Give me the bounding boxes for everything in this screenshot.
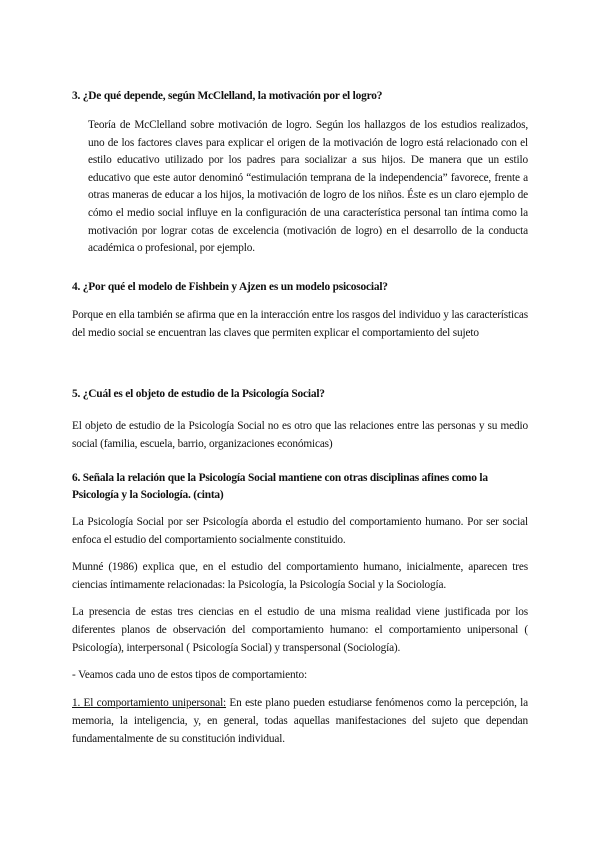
paragraph-object: El objeto de estudio de la Psicología Social no es otro que las relaciones entre las personas y su medio social (familia, escuela, barrio, organizaciones económicas) bbox=[72, 420, 528, 450]
paragraph-social-psych: La Psicología Social por ser Psicología aborda el estudio del comportamiento humano. Por ser social enfoca el estudio del comportamiento socialmente constituido. bbox=[72, 516, 528, 546]
paragraph-mcclelland: Teoría de McClelland sobre motivación de logro. Según los hallazgos de los estudios realizados, uno de los factores claves para explicar el origen de la motivación de logro está relacionado con el estilo educativo utilizado por los padres para socializar a sus hijos. De manera que un estilo educativo que este autor denominó “estimulación temprana de la independencia” favorece, frente a otras maneras de educar a los hijos, la motivación de logro de los niños. Éste es un claro ejemplo de cómo el medio social influye en la configuración de una característica personal tan íntima como la motivación por lograr cotas de excelencia (motivación de logro) en el desarrollo de la conducta académica o profesional, por ejemplo. bbox=[88, 119, 528, 255]
paragraph-fishbein: Porque en ella también se afirma que en la interacción entre los rasgos del individuo y las características del medio social se encuentran las claves que permiten explicar el comportamiento del sujeto bbox=[72, 309, 528, 339]
heading-q6: 6. Señala la relación que la Psicología Social mantiene con otras disciplinas afines como la Psicología y la Sociología. (cinta) bbox=[72, 472, 488, 501]
paragraph-types-intro: - Veamos cada uno de estos tipos de comportamiento: bbox=[72, 669, 307, 681]
paragraph-munne: Munné (1986) explica que, en el estudio del comportamiento humano, inicialmente, aparecen tres ciencias íntimamente relacionadas: la Psicología, la Psicología Social y la Sociología. bbox=[72, 561, 528, 591]
heading-q4: 4. ¿Por qué el modelo de Fishbein y Ajzen es un modelo psicosocial? bbox=[72, 281, 388, 293]
heading-q3: 3. ¿De qué depende, según McClelland, la motivación por el logro? bbox=[72, 90, 383, 102]
paragraph-three-sciences: La presencia de estas tres ciencias en el estudio de una misma realidad viene justificada por los diferentes planos de observación del comportamiento humano: el comportamiento unipersonal ( Psicología), interpersonal ( Psicología Social) y transpersonal (Sociología). bbox=[72, 606, 528, 654]
list-item-text: En este plano pueden estudiarse fenómenos como la percepción, la memoria, la inteligencia, y, en general, todas aquellas manifestaciones del sujeto que dependan fundamentalmente de su constitución individual. bbox=[72, 697, 528, 745]
list-item-label: 1. El comportamiento unipersonal: bbox=[72, 697, 227, 709]
list-item-unipersonal bbox=[72, 694, 528, 748]
heading-q5: 5. ¿Cuál es el objeto de estudio de la Psicología Social? bbox=[72, 388, 325, 400]
